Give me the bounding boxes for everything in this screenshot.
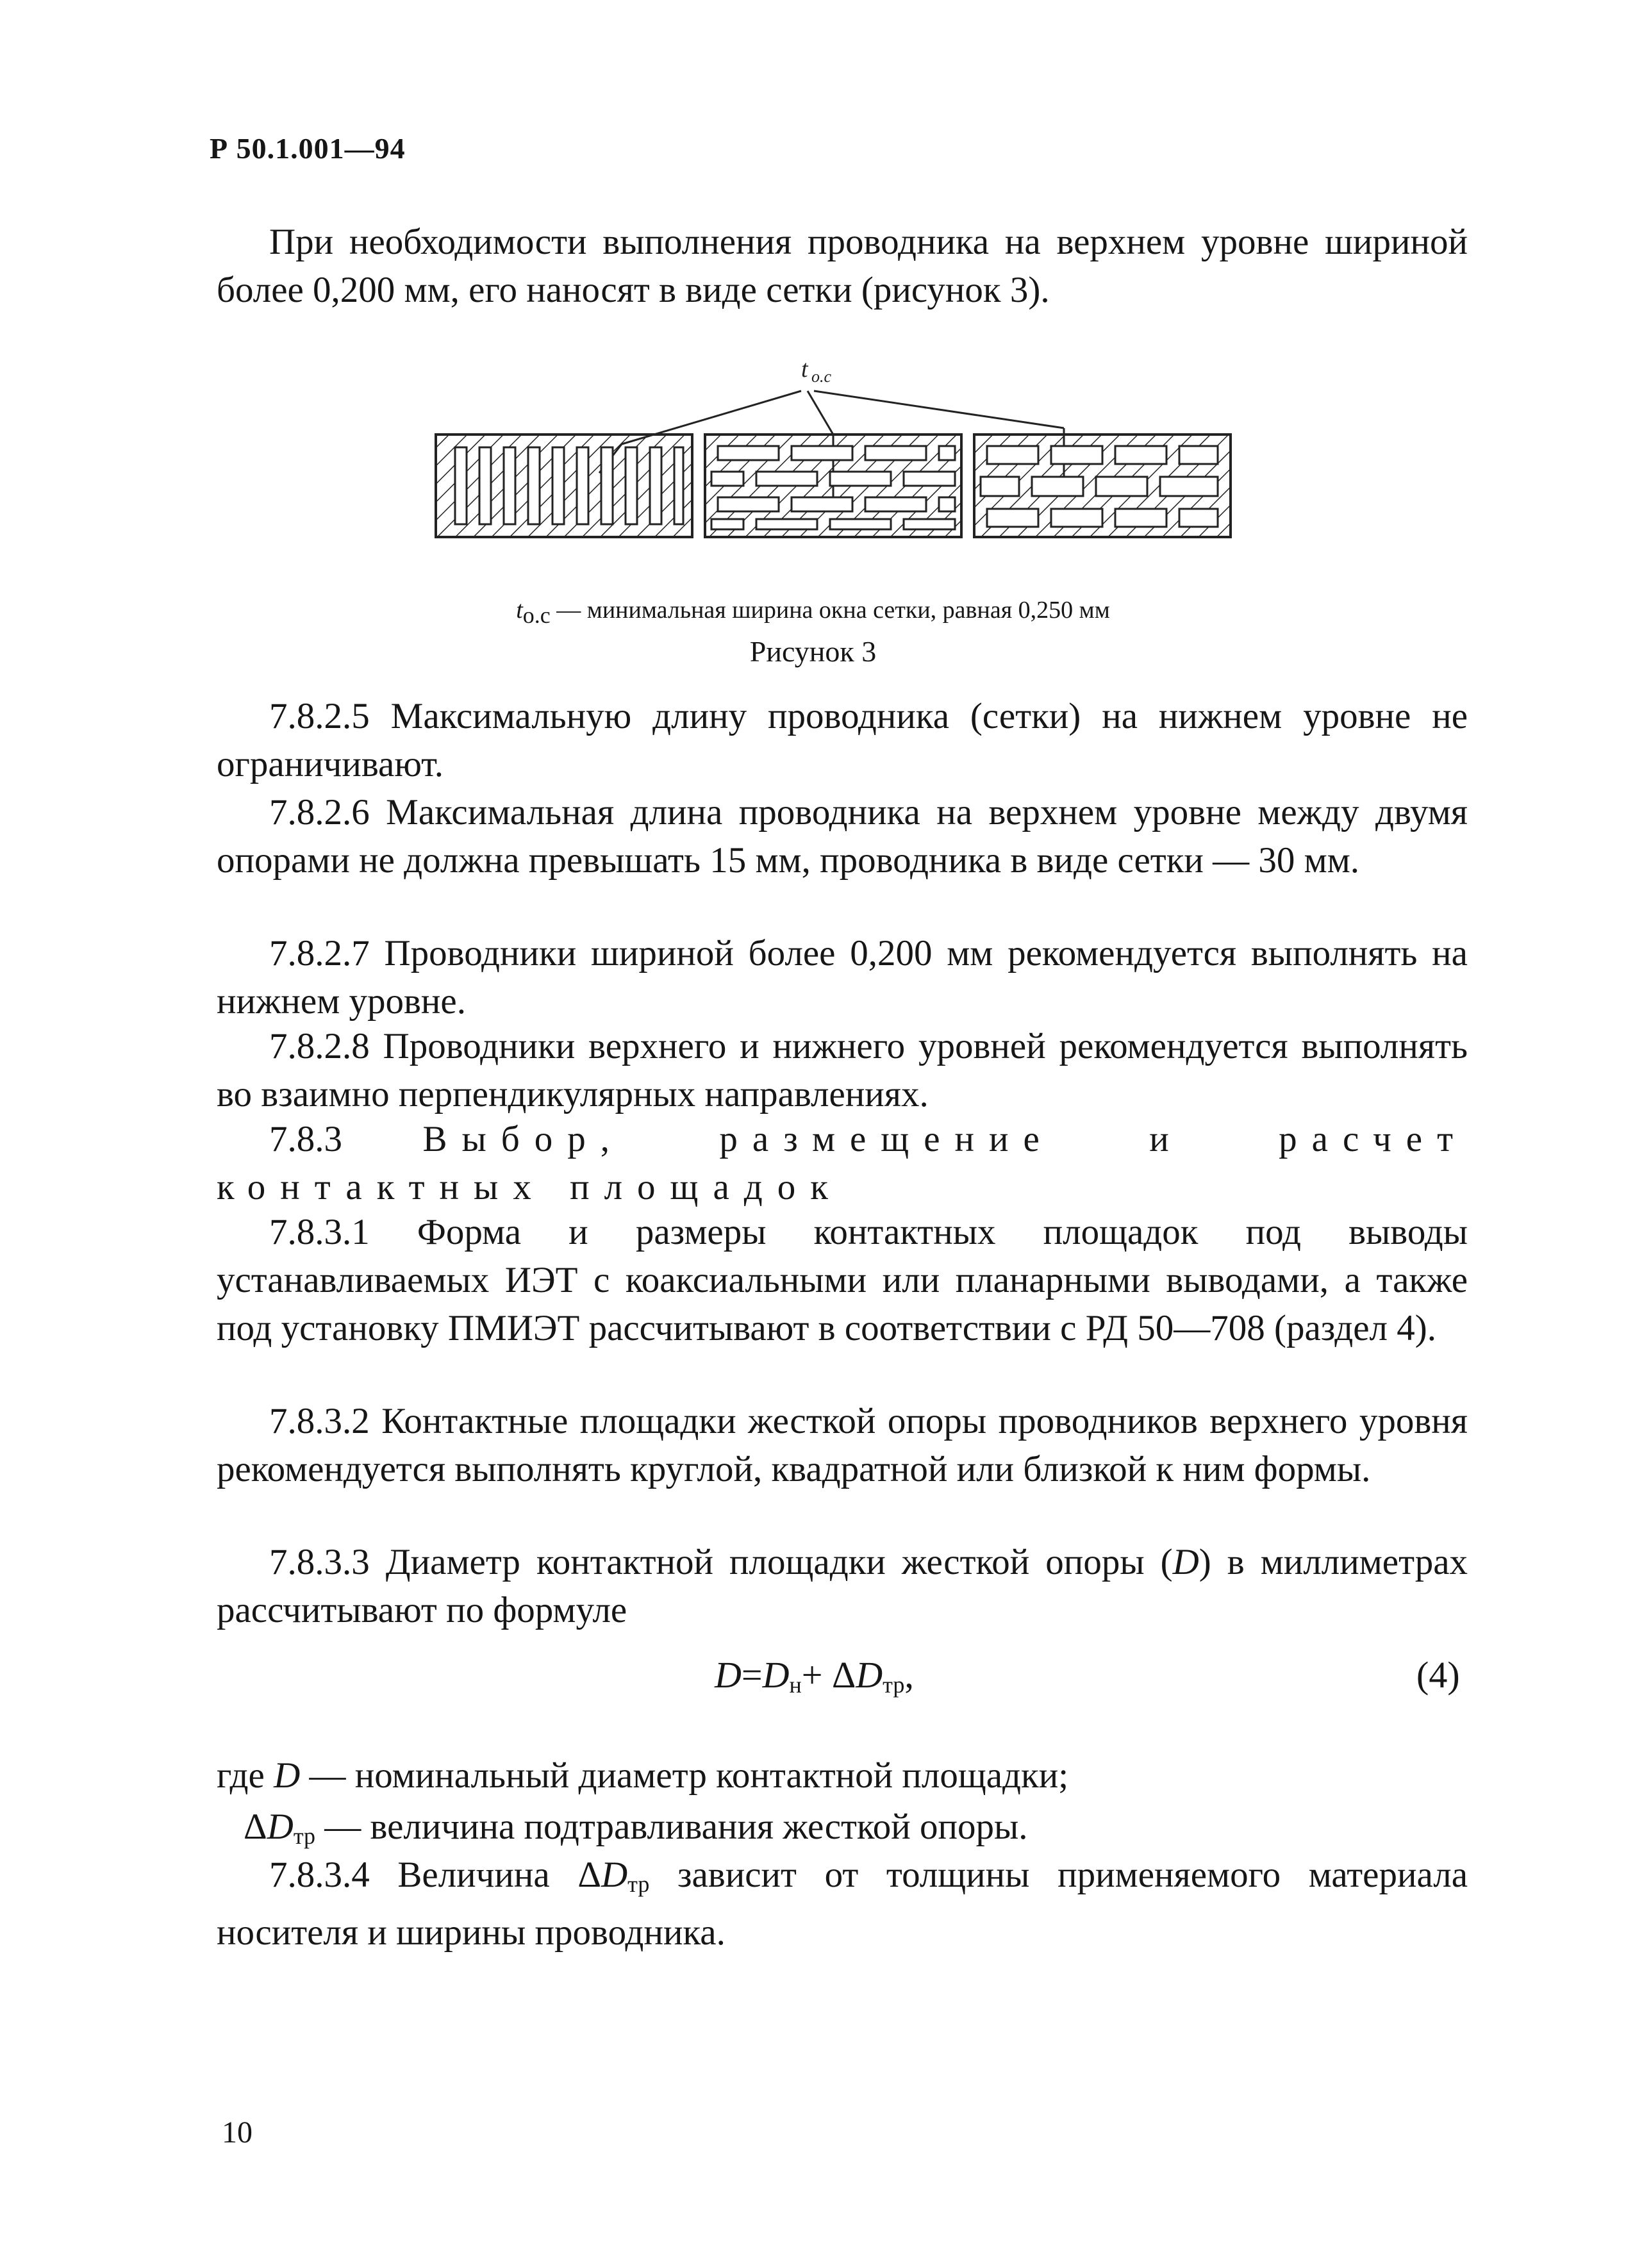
legend-symbol: D — [267, 1807, 294, 1847]
paragraph-7-8-2-8: 7.8.2.8 Проводники верхнего и нижнего уровней рекомендуется выполнять во взаимно перпендикулярных направлениях. — [217, 1026, 1468, 1114]
formula-t2: D — [856, 1654, 883, 1696]
paragraph-7-8-2-5: 7.8.2.5 Максимальную длину проводника (сетки) на нижнем уровне не ограничивают. — [217, 696, 1468, 784]
legend-line-d — [217, 1755, 1068, 1796]
mesh-conductor-figure — [423, 351, 1256, 563]
paragraph-7-8-3-4 — [217, 1851, 1468, 1957]
note-symbol-sub: о.с — [522, 602, 551, 628]
formula-lhs: D — [715, 1654, 742, 1696]
legend-sub: тр — [293, 1823, 315, 1849]
paragraph-7-8-2-6: 7.8.2.6 Максимальная длина проводника на верхнем уровне между двумя опорами не должна превышать 15 мм, проводника в виде сетки — 30 мм. — [217, 792, 1468, 881]
legend-line-dtr — [244, 1806, 1028, 1850]
figure-label-sub: о.с — [811, 367, 832, 386]
formula-tail: , — [904, 1654, 914, 1696]
formula-t1-sub: н — [789, 1672, 802, 1698]
page-number: 10 — [222, 2115, 253, 2149]
section-title: Выбор, размещение и расчет контактных площадок — [217, 1119, 1468, 1207]
figure-title: Рисунок 3 — [749, 635, 877, 668]
p734-post: зависит от толщины применяемого материала носителя и ширины проводника. — [217, 1855, 1468, 1953]
intro-paragraph: При необходимости выполнения проводника на верхнем уровне шириной более 0,200 мм, его наносят в виде сетки (рисунок 3). — [217, 222, 1468, 310]
formula-t2-sub: тр — [883, 1672, 905, 1698]
mesh-block-vertical-slots — [436, 435, 692, 537]
paragraph-7-8-3-3 — [217, 1538, 1468, 1634]
legend-text: — величина подтравливания жесткой опоры. — [315, 1807, 1028, 1847]
p734-sub: тр — [627, 1871, 650, 1897]
figure-note — [0, 596, 1626, 629]
legend-symbol: D — [274, 1755, 301, 1796]
section-number: 7.8.3 — [269, 1119, 423, 1159]
formula-number: (4) — [1416, 1654, 1460, 1696]
legend-prefix: Δ — [244, 1807, 267, 1847]
p734-pre: 7.8.3.4 Величина Δ — [269, 1855, 601, 1895]
paragraph-7-8-3-2: 7.8.3.2 Контактные площадки жесткой опоры проводников верхнего уровня рекомендуется выполнять круглой, квадратной или близкой к ним формы. — [217, 1401, 1468, 1489]
note-symbol: t — [516, 597, 523, 624]
legend-prefix: где — [217, 1755, 274, 1796]
note-text: — минимальная ширина окна сетки, равная 0,250 мм — [550, 597, 1110, 624]
formula-4 — [715, 1653, 914, 1698]
formula-plus: + Δ — [801, 1654, 856, 1696]
mesh-block-brick-pattern — [705, 435, 961, 537]
paragraph-7-8-2-7: 7.8.2.7 Проводники шириной более 0,200 мм рекомендуется выполнять на нижнем уровне. — [217, 933, 1468, 1022]
p734-sym: D — [601, 1855, 628, 1895]
formula-eq: = — [741, 1654, 763, 1696]
p733-post: ) в миллиметрах рассчитывают по формуле — [217, 1542, 1468, 1630]
mesh-block-square-pattern — [974, 435, 1231, 537]
section-7-8-3-heading — [217, 1115, 1468, 1211]
paragraph-7-8-3-1: 7.8.3.1 Форма и размеры контактных площадок под выводы устанавливаемых ИЭТ с коаксиальными или планарными выводами, а также под установку ПМИЭТ рассчитывают в соответствии с РД 50—708 (раздел 4). — [217, 1212, 1468, 1348]
figure-label-t: t — [801, 356, 808, 383]
document-code: Р 50.1.001—94 — [210, 132, 406, 165]
p733-pre: 7.8.3.3 Диаметр контактной площадки жесткой опоры ( — [269, 1542, 1173, 1582]
legend-text: — номинальный диаметр контактной площадки; — [300, 1755, 1069, 1796]
formula-t1: D — [762, 1654, 790, 1696]
p733-var: D — [1172, 1542, 1199, 1582]
